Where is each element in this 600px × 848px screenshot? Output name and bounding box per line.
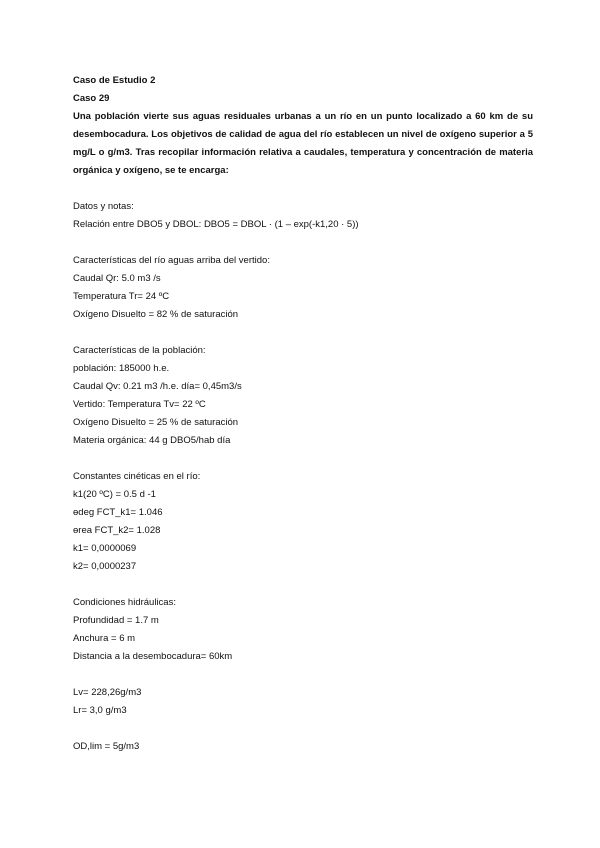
section-title: Características de la población: bbox=[73, 345, 206, 356]
data-line: Oxígeno Disuelto = 25 % de saturación bbox=[73, 417, 239, 428]
data-line: Caudal Qr: 5.0 m3 /s bbox=[73, 273, 161, 284]
data-line: Relación entre DBO5 y DBOL: DBO5 = DBOL · (1 – exp(-k1,20 · 5)) bbox=[73, 219, 359, 230]
data-line: población: 185000 h.e. bbox=[73, 363, 170, 374]
section-title: Datos y notas: bbox=[73, 201, 134, 212]
data-line: Distancia a la desembocadura= 60km bbox=[73, 651, 233, 662]
section-title: Condiciones hidráulicas: bbox=[73, 597, 176, 608]
data-line: Temperatura Tr= 24 ºC bbox=[73, 291, 170, 302]
document-body bbox=[73, 72, 533, 756]
case-number: Caso 29 bbox=[73, 93, 110, 104]
section-title: Constantes cinéticas en el río: bbox=[73, 471, 201, 482]
hidraulicas-section bbox=[73, 594, 533, 666]
od-lim-line: OD,lim = 5g/m3 bbox=[73, 741, 140, 752]
constantes-section bbox=[73, 468, 533, 576]
data-line: k1= 0,0000069 bbox=[73, 543, 137, 554]
data-line: Materia orgánica: 44 g DBO5/hab día bbox=[73, 435, 231, 446]
poblacion-section bbox=[73, 342, 533, 450]
datos-section bbox=[73, 198, 533, 234]
rio-section bbox=[73, 252, 533, 324]
section-title: Características del río aguas arriba del vertido: bbox=[73, 255, 270, 266]
data-line: Anchura = 6 m bbox=[73, 633, 136, 644]
od-lim-section bbox=[73, 738, 533, 756]
data-line: k2= 0,0000237 bbox=[73, 561, 137, 572]
data-line: Oxígeno Disuelto = 82 % de saturación bbox=[73, 309, 239, 320]
data-line: Lr= 3,0 g/m3 bbox=[73, 705, 127, 716]
data-line: Vertido: Temperatura Tv= 22 ºC bbox=[73, 399, 206, 410]
data-line: Lv= 228,26g/m3 bbox=[73, 687, 142, 698]
data-line: k1(20 ºC) = 0.5 d -1 bbox=[73, 489, 156, 500]
problem-statement: Una población vierte sus aguas residuales urbanas a un río en un punto localizado a 60 km de su desembocadura. Los objetivos de calidad de agua del río establecen un nivel de oxígeno superior a 5 mg/L o g/m3. Tras recopilar información relativa a caudales, temperatura y concentración de materia orgánica y oxígeno, se te encarga: bbox=[73, 111, 533, 176]
data-line: ɵrea FCT_k2= 1.028 bbox=[73, 525, 161, 536]
resultados-section bbox=[73, 684, 533, 720]
study-case-title: Caso de Estudio 2 bbox=[73, 75, 156, 86]
data-line: ɵdeg FCT_k1= 1.046 bbox=[73, 507, 163, 518]
data-line: Caudal Qv: 0.21 m3 /h.e. día= 0,45m3/s bbox=[73, 381, 242, 392]
data-line: Profundidad = 1.7 m bbox=[73, 615, 159, 626]
